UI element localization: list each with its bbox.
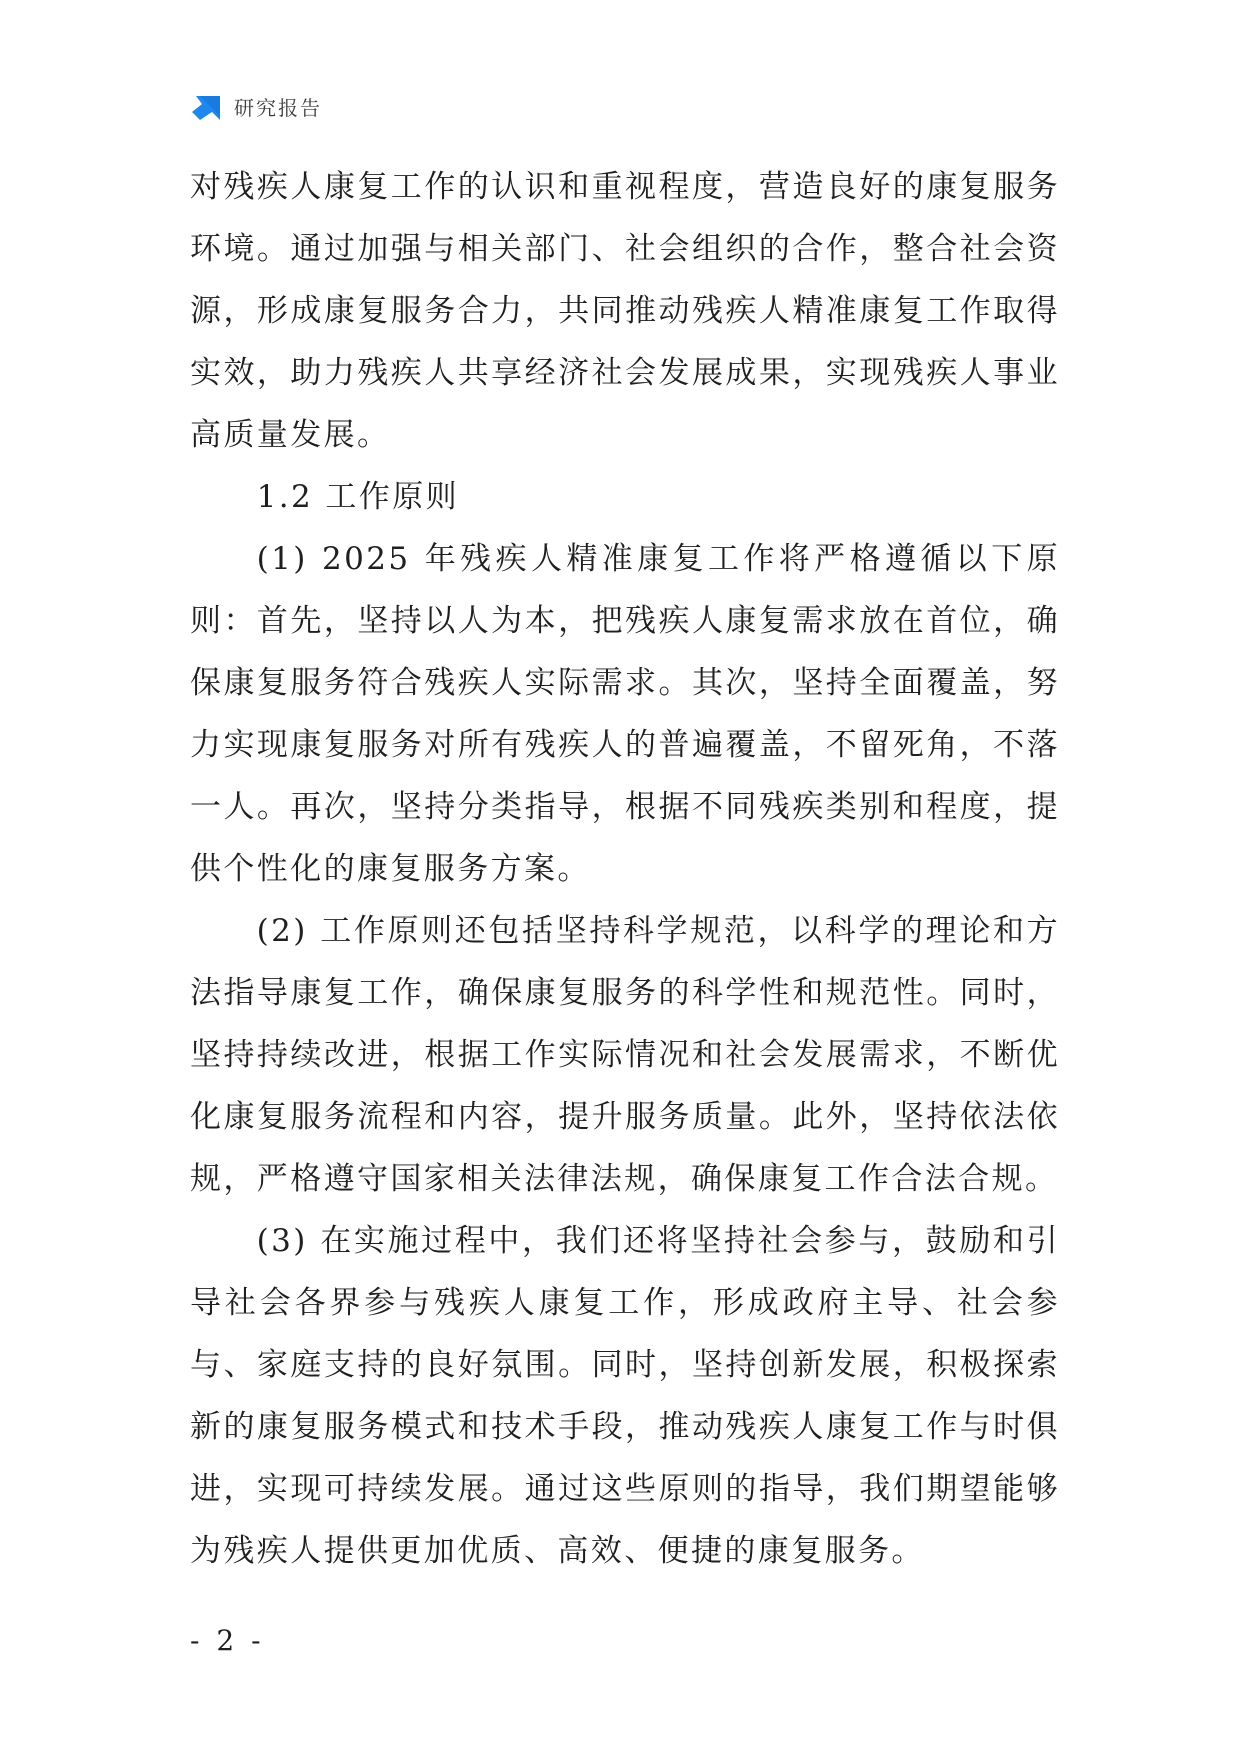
page-header bbox=[190, 90, 322, 122]
header-title: 研究报告 bbox=[234, 95, 322, 120]
body-paragraph-1: 对残疾人康复工作的认识和重视程度，营造良好的康复服务环境。通过加强与相关部门、社会组织的合作，整合社会资源，形成康复服务合力，共同推动残疾人精准康复工作取得实效，助力残疾人共享经济社会发展成果，实现残疾人事业高质量发展。 bbox=[190, 169, 1060, 453]
section-heading: 1.2 工作原则 bbox=[256, 479, 459, 515]
page-number: - 2 - bbox=[190, 1624, 265, 1657]
arrow-up-right-icon bbox=[190, 90, 222, 122]
body-paragraph-2: (1) 2025 年残疾人精准康复工作将严格遵循以下原则：首先，坚持以人为本，把残疾人康复需求放在首位，确保康复服务符合残疾人实际需求。其次，坚持全面覆盖，努力实现康复服务对所有残疾人的普遍覆盖，不留死角，不落一人。再次，坚持分类指导，根据不同残疾类别和程度，提供个性化的康复服务方案。 bbox=[190, 541, 1060, 887]
document-body bbox=[190, 156, 1060, 1582]
body-paragraph-3: (2) 工作原则还包括坚持科学规范，以科学的理论和方法指导康复工作，确保康复服务的科学性和规范性。同时，坚持持续改进，根据工作实际情况和社会发展需求，不断优化康复服务流程和内容，提升服务质量。此外，坚持依法依规，严格遵守国家相关法律法规，确保康复工作合法合规。 bbox=[190, 913, 1060, 1197]
body-paragraph-4: (3) 在实施过程中，我们还将坚持社会参与，鼓励和引导社会各界参与残疾人康复工作，形成政府主导、社会参与、家庭支持的良好氛围。同时，坚持创新发展，积极探索新的康复服务模式和技术手段，推动残疾人康复工作与时俱进，实现可持续发展。通过这些原则的指导，我们期望能够为残疾人提供更加优质、高效、便捷的康复服务。 bbox=[190, 1223, 1060, 1569]
